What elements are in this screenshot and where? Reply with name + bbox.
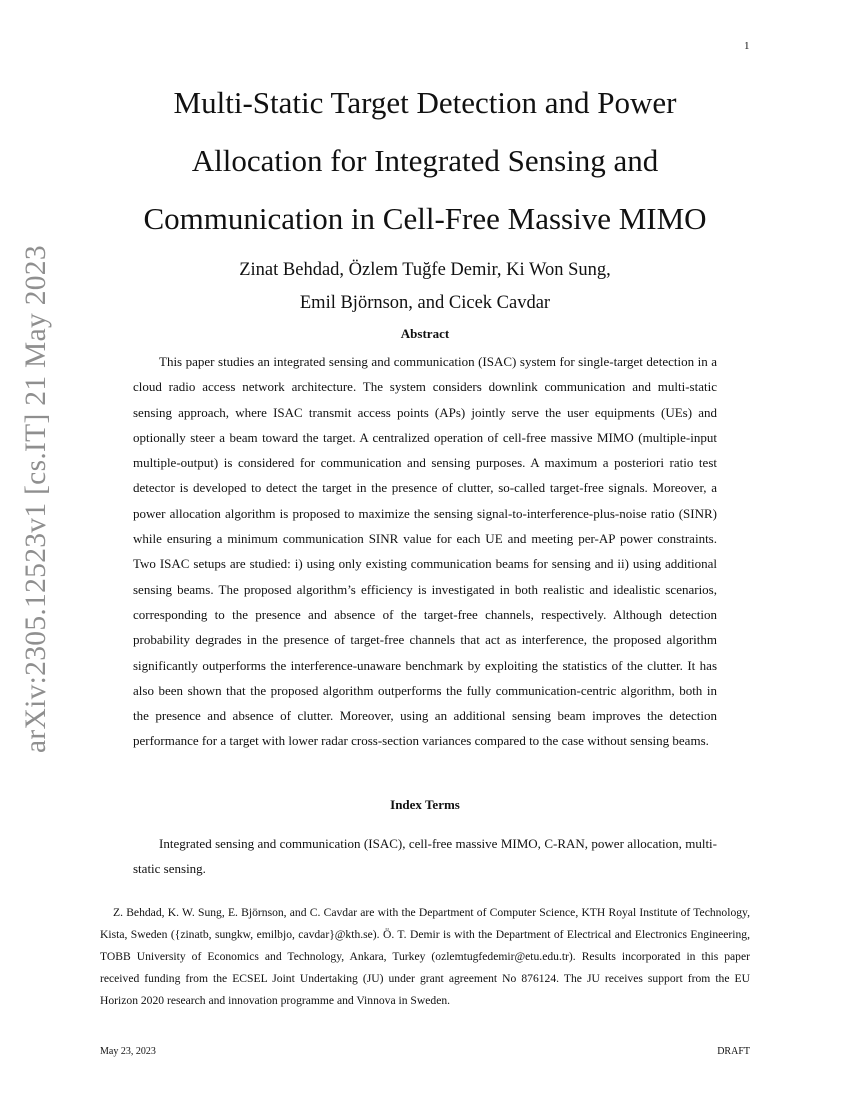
paper-title-line: Multi-Static Target Detection and Power [173, 85, 677, 120]
index-terms-text: Integrated sensing and communication (ISAC), cell-free massive MIMO, C-RAN, power allocation, multi-static sensing. [133, 836, 717, 877]
arxiv-identifier-text: arXiv:2305.12523v1 [cs.IT] 21 May 2023 [20, 245, 52, 753]
footer-date: May 23, 2023 [100, 1046, 156, 1057]
author-line: Emil Björnson, and Cicek Cavdar [299, 293, 551, 313]
author-list [100, 254, 750, 320]
page-number: 1 [744, 40, 750, 52]
index-terms-heading: Index Terms [390, 797, 460, 812]
author-line: Zinat Behdad, Özlem Tuğfe Demir, Ki Won Sung, [239, 260, 611, 280]
abstract-text: This paper studies an integrated sensing and communication (ISAC) system for single-target detection in a cloud radio access network architecture. The system considers downlink communication and multi-static sensing approach, where ISAC transmit access points (APs) jointly serve the user equipments (UEs) and optionally steer a beam toward the target. A centralized operation of cell-free massive MIMO (multiple-input multiple-output) is considered for communication and sensing purposes. A maximum a posteriori ratio test detector is developed to detect the target in the presence of clutter, so-called target-free signals. Moreover, a power allocation algorithm is proposed to maximize the sensing signal-to-interference-plus-noise ratio (SINR) while ensuring a minimum communication SINR value for each UE and meeting per-AP power constraints. Two ISAC setups are studied: i) using only existing communication beams for sensing and ii) using additional sensing beams. The proposed algorithm’s efficiency is investigated in both realistic and idealistic scenarios, corresponding to the presence and absence of the target-free channels, respectively. Although detection probability degrades in the presence of target-free channels that act as interference, the proposed algorithm significantly outperforms the interference-unaware benchmark by exploiting the statistics of the clutter. It has also been shown that the proposed algorithm outperforms the fully communication-centric algorithm, both in the presence and absence of clutter. Moreover, using an additional sensing beam improves the detection performance for a target with lower radar cross-section variances compared to the case without sensing beams. [133, 354, 717, 749]
author-affiliation-footnote: Z. Behdad, K. W. Sung, E. Björnson, and C. Cavdar are with the Department of Computer Science, KTH Royal Institute of Technology, Kista, Sweden ({zinatb, sungkw, emilbjo, cavdar}@kth.se). Ö. T. Demir is with the Department of Electrical and Electronics Engineering, TOBB University of Economics and Technology, Ankara, Turkey (ozlemtugfedemir@etu.edu.tr). Results incorporated in this paper received funding from the ECSEL Joint Undertaking (JU) under grant agreement No 876124. The JU receives support from the EU Horizon 2020 research and innovation programme and Vinnova in Sweden. [100, 906, 750, 1007]
arxiv-identifier-stamp [18, 245, 58, 780]
paper-title [90, 74, 760, 248]
paper-title-line: Allocation for Integrated Sensing and [191, 143, 659, 178]
paper-title-line: Communication in Cell-Free Massive MIMO [143, 201, 707, 236]
footer-draft-label: DRAFT [717, 1046, 750, 1057]
abstract-heading: Abstract [400, 326, 450, 341]
